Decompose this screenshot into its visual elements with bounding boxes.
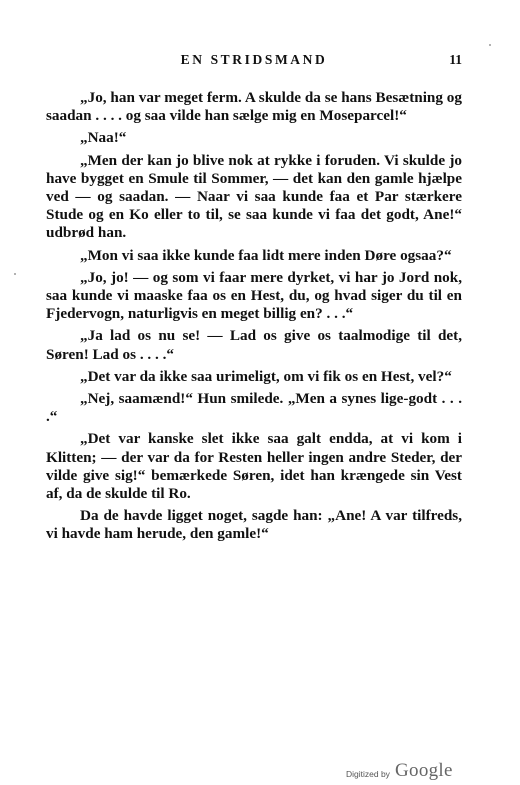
paragraph: „Det var da ikke saa urimeligt, om vi fik os en Hest, vel?“ [80,367,452,385]
digitized-watermark [346,760,466,782]
running-header [46,52,462,72]
body-text [46,89,462,544]
paragraph: „Naa!“ [80,129,127,147]
running-title: EN STRIDSMAND [180,52,328,67]
paragraph: „Det var kanske slet ikke saa galt endda, at vi kom i Klitten; — der var da for Resten heller ingen andre Steder, der vilde give sig!“ bemærkede Søren, idet han krængede sin Vest af, da de skulde til Ro. [46,430,462,503]
paragraph: „Jo, han var meget ferm. A skulde da se hans Besætning og saadan . . . . og saa vilde han sælge mig en Moseparcel!“ [46,89,462,125]
google-logo: Google [395,760,453,781]
paragraph: „Men der kan jo blive nok at rykke i foruden. Vi skulde jo have bygget en Smule til Sommer, — det kan den gamle hjælpe ved — og saadan. — Naar vi saa kunde faa et Par stærkere Stude og en Ko eller to til, se saa kunde vi faa det godt, Ane!“ udbrød han. [46,151,462,242]
scan-speck [14,273,16,275]
paragraph: „Nej, saamænd!“ Hun smilede. „Men a synes lige-godt . . . .“ [46,390,462,426]
paragraph: „Mon vi saa ikke kunde faa lidt mere inden Døre ogsaa?“ [80,246,452,264]
paragraph: Da de havde ligget noget, sagde han: „Ane! A var tilfreds, vi havde ham herude, den gamle!“ [46,507,462,543]
scan-speck [489,44,491,46]
paragraph: „Ja lad os nu se! — Lad os give os taalmodige til det, Søren! Lad os . . . .“ [46,327,462,363]
paragraph: „Jo, jo! — og som vi faar mere dyrket, vi har jo Jord nok, saa kunde vi maaske faa os en Hest, du, og hvad siger du til en Fjedervogn, naturligvis en meget billig en? . . .“ [46,268,462,323]
watermark-prefix: Digitized by [346,769,390,779]
page-number: 11 [449,52,462,67]
